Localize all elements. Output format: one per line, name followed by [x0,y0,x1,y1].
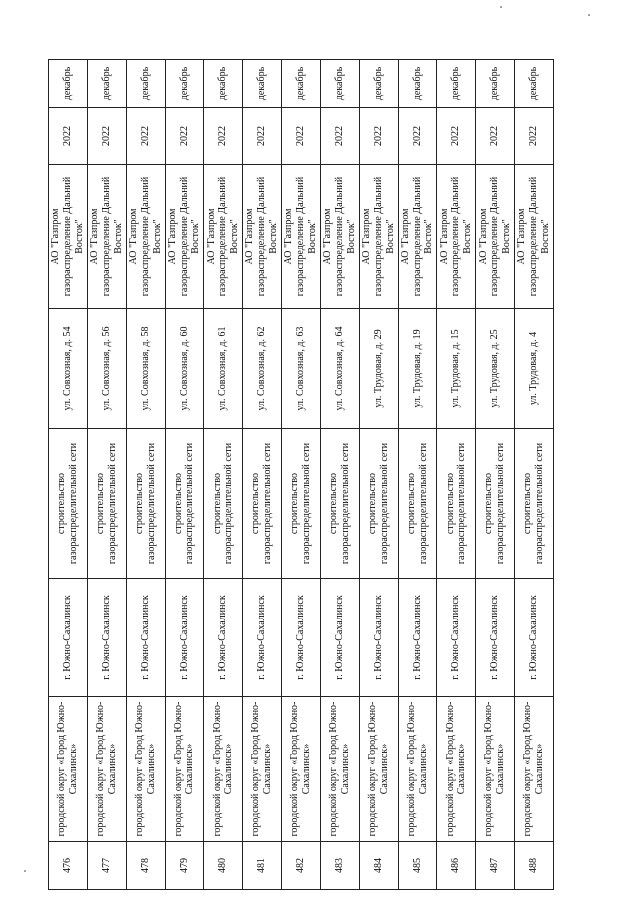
month-cell: декабрь [87,60,126,108]
organization-cell: АО "Газпром газораспределение Дальний Восток" [476,165,515,309]
organization-cell: АО "Газпром газораспределение Дальний Восток" [87,165,126,309]
work-type-cell: строительство газораспределительной сети [87,429,126,579]
table-row [437,60,476,890]
district-cell: городской округ «Город Южно-Сахалинск» [398,697,437,842]
register-table [48,59,554,890]
organization-cell: АО "Газпром газораспределение Дальний Восток" [126,165,165,309]
address-cell: ул. Совхозная, д. 58 [126,309,165,429]
table-row [476,60,515,890]
address-cell: ул. Трудовая, д. 25 [476,309,515,429]
month-cell: декабрь [320,60,359,108]
table-row [204,60,243,890]
district-cell: городской округ «Город Южно-Сахалинск» [320,697,359,842]
city-cell: г. Южно-Сахалинск [243,579,282,697]
city-cell: г. Южно-Сахалинск [165,579,204,697]
work-type-cell: строительство газораспределительной сети [165,429,204,579]
city-cell: г. Южно-Сахалинск [49,579,88,697]
city-cell: г. Южно-Сахалинск [87,579,126,697]
organization-cell: АО "Газпром газораспределение Дальний Восток" [398,165,437,309]
month-cell: декабрь [437,60,476,108]
year-cell: 2022 [359,108,398,165]
year-cell: 2022 [49,108,88,165]
district-cell: городской округ «Город Южно-Сахалинск» [126,697,165,842]
rotated-table-wrapper [48,60,598,890]
address-cell: ул. Совхозная, д. 64 [320,309,359,429]
city-cell: г. Южно-Сахалинск [398,579,437,697]
organization-cell: АО "Газпром газораспределение Дальний Восток" [204,165,243,309]
organization-cell: АО "Газпром газораспределение Дальний Восток" [320,165,359,309]
scan-speck [588,14,590,16]
row-number: 482 [282,842,321,890]
organization-cell: АО "Газпром газораспределение Дальний Восток" [49,165,88,309]
district-cell: городской округ «Город Южно-Сахалинск» [476,697,515,842]
address-cell: ул. Трудовая, д. 15 [437,309,476,429]
address-cell: ул. Совхозная, д. 63 [282,309,321,429]
work-type-cell: строительство газораспределительной сети [126,429,165,579]
year-cell: 2022 [204,108,243,165]
work-type-cell: строительство газораспределительной сети [282,429,321,579]
address-cell: ул. Трудовая, д. 4 [515,309,554,429]
year-cell: 2022 [476,108,515,165]
city-cell: г. Южно-Сахалинск [204,579,243,697]
table-row [87,60,126,890]
city-cell: г. Южно-Сахалинск [359,579,398,697]
work-type-cell: строительство газораспределительной сети [320,429,359,579]
work-type-cell: строительство газораспределительной сети [437,429,476,579]
organization-cell: АО "Газпром газораспределение Дальний Восток" [165,165,204,309]
district-cell: городской округ «Город Южно-Сахалинск» [359,697,398,842]
year-cell: 2022 [515,108,554,165]
year-cell: 2022 [165,108,204,165]
address-cell: ул. Совхозная, д. 62 [243,309,282,429]
register-table-body [49,60,554,890]
table-row [126,60,165,890]
address-cell: ул. Совхозная, д. 56 [87,309,126,429]
year-cell: 2022 [320,108,359,165]
work-type-cell: строительство газораспределительной сети [398,429,437,579]
month-cell: декабрь [476,60,515,108]
month-cell: декабрь [282,60,321,108]
address-cell: ул. Трудовая, д. 29 [359,309,398,429]
city-cell: г. Южно-Сахалинск [126,579,165,697]
row-number: 478 [126,842,165,890]
month-cell: декабрь [165,60,204,108]
table-row [165,60,204,890]
month-cell: декабрь [243,60,282,108]
row-number: 479 [165,842,204,890]
table-row [282,60,321,890]
year-cell: 2022 [243,108,282,165]
row-number: 476 [49,842,88,890]
month-cell: декабрь [126,60,165,108]
month-cell: декабрь [204,60,243,108]
row-number: 480 [204,842,243,890]
district-cell: городской округ «Город Южно-Сахалинск» [282,697,321,842]
work-type-cell: строительство газораспределительной сети [515,429,554,579]
city-cell: г. Южно-Сахалинск [437,579,476,697]
row-number: 488 [515,842,554,890]
table-row [359,60,398,890]
work-type-cell: строительство газораспределительной сети [359,429,398,579]
district-cell: городской округ «Город Южно-Сахалинск» [49,697,88,842]
district-cell: городской округ «Город Южно-Сахалинск» [243,697,282,842]
scan-speck [24,870,26,872]
address-cell: ул. Совхозная, д. 60 [165,309,204,429]
row-number: 483 [320,842,359,890]
table-row [515,60,554,890]
work-type-cell: строительство газораспределительной сети [243,429,282,579]
work-type-cell: строительство газораспределительной сети [476,429,515,579]
row-number: 487 [476,842,515,890]
district-cell: городской округ «Город Южно-Сахалинск» [204,697,243,842]
organization-cell: АО "Газпром газораспределение Дальний Восток" [437,165,476,309]
row-number: 481 [243,842,282,890]
district-cell: городской округ «Город Южно-Сахалинск» [515,697,554,842]
organization-cell: АО "Газпром газораспределение Дальний Восток" [282,165,321,309]
year-cell: 2022 [126,108,165,165]
city-cell: г. Южно-Сахалинск [476,579,515,697]
month-cell: декабрь [515,60,554,108]
address-cell: ул. Совхозная, д. 54 [49,309,88,429]
organization-cell: АО "Газпром газораспределение Дальний Восток" [243,165,282,309]
month-cell: декабрь [398,60,437,108]
address-cell: ул. Трудовая, д. 19 [398,309,437,429]
district-cell: городской округ «Город Южно-Сахалинск» [165,697,204,842]
table-row [243,60,282,890]
row-number: 477 [87,842,126,890]
table-row [49,60,88,890]
row-number: 485 [398,842,437,890]
row-number: 484 [359,842,398,890]
city-cell: г. Южно-Сахалинск [282,579,321,697]
table-row [320,60,359,890]
work-type-cell: строительство газораспределительной сети [204,429,243,579]
organization-cell: АО "Газпром газораспределение Дальний Восток" [359,165,398,309]
organization-cell: АО "Газпром газораспределение Дальний Восток" [515,165,554,309]
city-cell: г. Южно-Сахалинск [320,579,359,697]
scan-speck [500,6,502,8]
address-cell: ул. Совхозная, д. 61 [204,309,243,429]
year-cell: 2022 [398,108,437,165]
district-cell: городской округ «Город Южно-Сахалинск» [437,697,476,842]
district-cell: городской округ «Город Южно-Сахалинск» [87,697,126,842]
year-cell: 2022 [87,108,126,165]
city-cell: г. Южно-Сахалинск [515,579,554,697]
work-type-cell: строительство газораспределительной сети [49,429,88,579]
year-cell: 2022 [282,108,321,165]
month-cell: декабрь [49,60,88,108]
month-cell: декабрь [359,60,398,108]
year-cell: 2022 [437,108,476,165]
row-number: 486 [437,842,476,890]
table-row [398,60,437,890]
